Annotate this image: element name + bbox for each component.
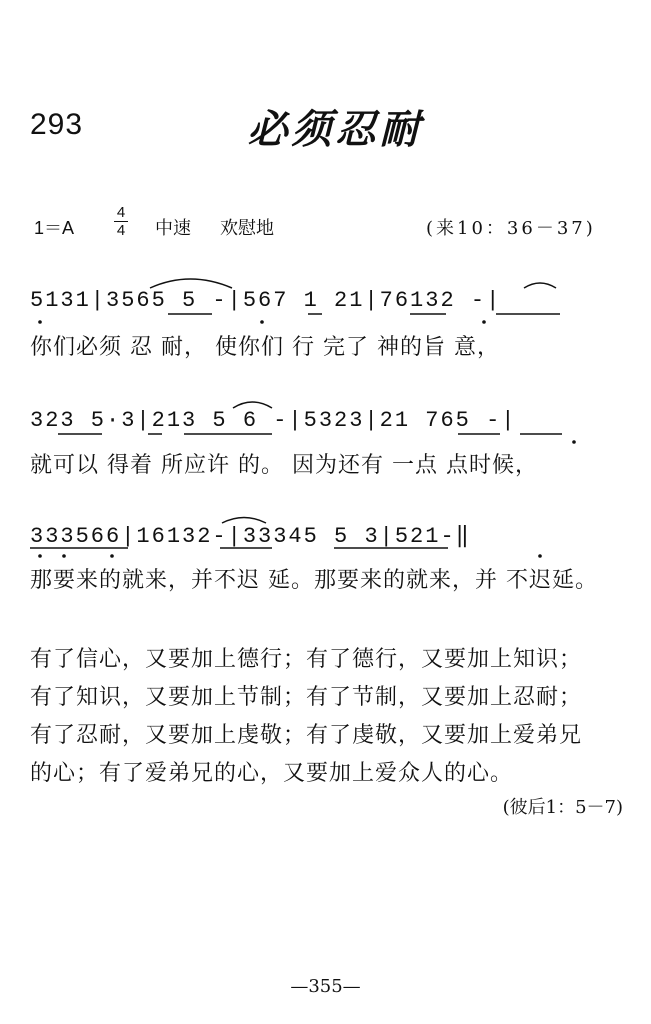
time-signature [114, 204, 128, 239]
verse-text-line-2: 有了知识，又要加上节制；有了节制，又要加上忍耐； [30, 685, 583, 710]
verse-text-line-3: 有了忍耐，又要加上虔敬；有了虔敬，又要加上爱弟兄 [30, 723, 583, 748]
notation-line-1: 5131|3565 5 -|567 1 21|76132 -| [30, 288, 502, 313]
slur-mark [524, 283, 556, 288]
scripture-reference-bottom: (彼后1：5－7) [502, 797, 623, 818]
page-number: —355— [290, 976, 361, 997]
key-signature: 1＝A [34, 218, 75, 238]
octave-dot [572, 440, 576, 444]
verse-text-line-1: 有了信心，又要加上德行；有了德行，又要加上知识； [30, 647, 583, 672]
octave-dot [110, 554, 114, 558]
notation-line-3: 333566|16132-|33345 5 3|521-‖ [30, 524, 471, 549]
lyrics-line-3: 那要来的就来，并不迟 延。那要来的就来，并 不迟延。 [30, 568, 598, 593]
octave-dot [260, 320, 264, 324]
lyrics-line-2: 就可以 得着 所应许 的。 因为还有 一点 点时候， [30, 453, 538, 478]
scripture-reference-top: (来10：36－37) [426, 218, 596, 239]
verse-text-line-4: 的心；有了爱弟兄的心，又要加上爱众人的心。 [30, 761, 514, 786]
octave-dot [38, 320, 42, 324]
hymn-title: 必须忍耐 [247, 106, 424, 153]
time-signature-bottom: 4 [116, 222, 126, 239]
notation-line-2: 323 5·3|213 5 6 -|5323|21 765 -| [30, 408, 517, 433]
octave-dot [538, 554, 542, 558]
lyrics-line-1: 你们必须 忍 耐， 使你们 行 完了 神的旨 意， [30, 335, 500, 360]
hymn-number: 293 [30, 108, 84, 141]
octave-dot [482, 320, 486, 324]
expression-marking: 欢慰地 [220, 218, 274, 239]
octave-dot [62, 554, 66, 558]
time-signature-top: 4 [116, 204, 126, 221]
tempo-marking: 中速 [155, 218, 191, 239]
octave-dot [38, 554, 42, 558]
slur-mark [150, 279, 232, 288]
